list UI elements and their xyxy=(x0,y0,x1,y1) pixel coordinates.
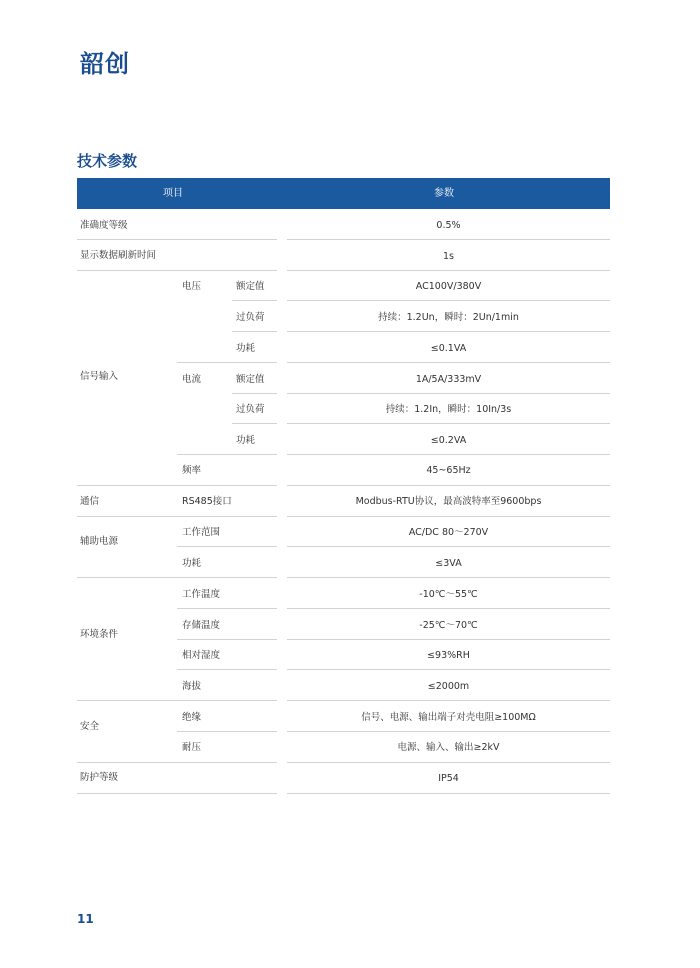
row-divider xyxy=(77,516,277,517)
row-divider xyxy=(77,793,277,794)
label-voltage-rated: 额定值 xyxy=(236,281,265,292)
value-work-temp: -10℃～55℃ xyxy=(419,589,478,600)
row-divider xyxy=(287,577,610,578)
row-divider xyxy=(287,608,610,609)
label-humidity: 相对湿度 xyxy=(182,650,221,661)
row-divider xyxy=(287,300,610,301)
label-current-overload: 过负荷 xyxy=(236,404,265,415)
row-divider xyxy=(287,546,610,547)
row-divider xyxy=(77,239,277,240)
row-divider xyxy=(287,423,610,424)
row-divider xyxy=(177,669,277,670)
value-withstand: 电源、输入、输出≥2kV xyxy=(397,742,500,753)
row-divider xyxy=(77,700,277,701)
row-divider xyxy=(177,608,277,609)
label-rs485: RS485接口 xyxy=(182,496,232,507)
label-refresh: 显示数据刷新时间 xyxy=(80,250,157,261)
value-frequency: 45~65Hz xyxy=(426,465,471,476)
label-current-rated: 额定值 xyxy=(236,374,265,385)
row-divider xyxy=(77,762,277,763)
row-divider xyxy=(287,762,610,763)
row-divider xyxy=(232,423,277,424)
table-header xyxy=(77,178,610,209)
label-store-temp: 存储温度 xyxy=(182,620,221,631)
label-aux-power: 辅助电源 xyxy=(80,536,119,547)
value-insulation: 信号、电源、输出端子对壳电阻≥100MΩ xyxy=(361,712,536,723)
label-voltage: 电压 xyxy=(182,281,202,292)
row-divider xyxy=(287,731,610,732)
row-divider xyxy=(287,700,610,701)
row-divider xyxy=(287,393,610,394)
label-aux-range: 工作范围 xyxy=(182,527,221,538)
label-env: 环境条件 xyxy=(80,629,119,640)
label-frequency: 频率 xyxy=(182,465,202,476)
row-divider xyxy=(287,454,610,455)
label-comm: 通信 xyxy=(80,496,100,507)
value-voltage-overload: 持续：1.2Un，瞬时：2Un/1min xyxy=(378,312,519,323)
label-current: 电流 xyxy=(182,374,202,385)
row-divider xyxy=(232,393,277,394)
value-altitude: ≤2000m xyxy=(427,681,470,692)
value-refresh: 1s xyxy=(443,251,454,262)
label-signal: 信号输入 xyxy=(80,371,119,382)
row-divider xyxy=(287,793,610,794)
value-humidity: ≤93%RH xyxy=(427,650,470,661)
row-divider xyxy=(287,669,610,670)
label-protection: 防护等级 xyxy=(80,772,119,783)
value-aux-range: AC/DC 80～270V xyxy=(408,527,489,538)
label-current-power: 功耗 xyxy=(236,435,256,446)
brand-logo-text: 韶创 xyxy=(80,50,130,78)
row-divider xyxy=(287,239,610,240)
row-divider xyxy=(232,300,277,301)
value-protection: IP54 xyxy=(438,773,459,784)
value-current-power: ≤0.2VA xyxy=(430,435,467,446)
spec-table xyxy=(77,178,610,794)
value-voltage-rated: AC100V/380V xyxy=(415,281,482,292)
row-divider xyxy=(287,485,610,486)
section-title: 技术参数 xyxy=(77,152,138,170)
label-withstand: 耐压 xyxy=(182,742,202,753)
header-item: 项目 xyxy=(163,188,183,199)
value-aux-power-consumption: ≤3VA xyxy=(435,558,462,569)
page-number: 11 xyxy=(77,912,94,926)
label-safety: 安全 xyxy=(80,721,100,732)
value-current-rated: 1A/5A/333mV xyxy=(415,374,482,385)
row-divider xyxy=(77,270,277,271)
row-divider xyxy=(287,639,610,640)
row-divider xyxy=(177,362,277,363)
row-divider xyxy=(177,546,277,547)
label-aux-power-consumption: 功耗 xyxy=(182,558,202,569)
row-divider xyxy=(177,731,277,732)
row-divider xyxy=(77,577,277,578)
value-current-overload: 持续：1.2In，瞬时：10In/3s xyxy=(385,404,512,415)
label-voltage-overload: 过负荷 xyxy=(236,312,265,323)
row-divider xyxy=(287,270,610,271)
row-divider xyxy=(177,454,277,455)
row-divider xyxy=(77,485,277,486)
label-accuracy: 准确度等级 xyxy=(80,220,128,231)
label-insulation: 绝缘 xyxy=(182,712,202,723)
value-voltage-power: ≤0.1VA xyxy=(430,343,467,354)
label-voltage-power: 功耗 xyxy=(236,343,256,354)
label-altitude: 海拔 xyxy=(182,681,202,692)
value-accuracy: 0.5% xyxy=(436,220,461,231)
row-divider xyxy=(287,331,610,332)
row-divider xyxy=(287,362,610,363)
row-divider xyxy=(232,331,277,332)
header-param: 参数 xyxy=(434,188,454,199)
label-work-temp: 工作温度 xyxy=(182,589,221,600)
row-divider xyxy=(177,639,277,640)
row-divider xyxy=(287,516,610,517)
value-comm: Modbus-RTU协议，最高波特率至9600bps xyxy=(355,496,542,507)
value-store-temp: -25℃～70℃ xyxy=(419,620,478,631)
